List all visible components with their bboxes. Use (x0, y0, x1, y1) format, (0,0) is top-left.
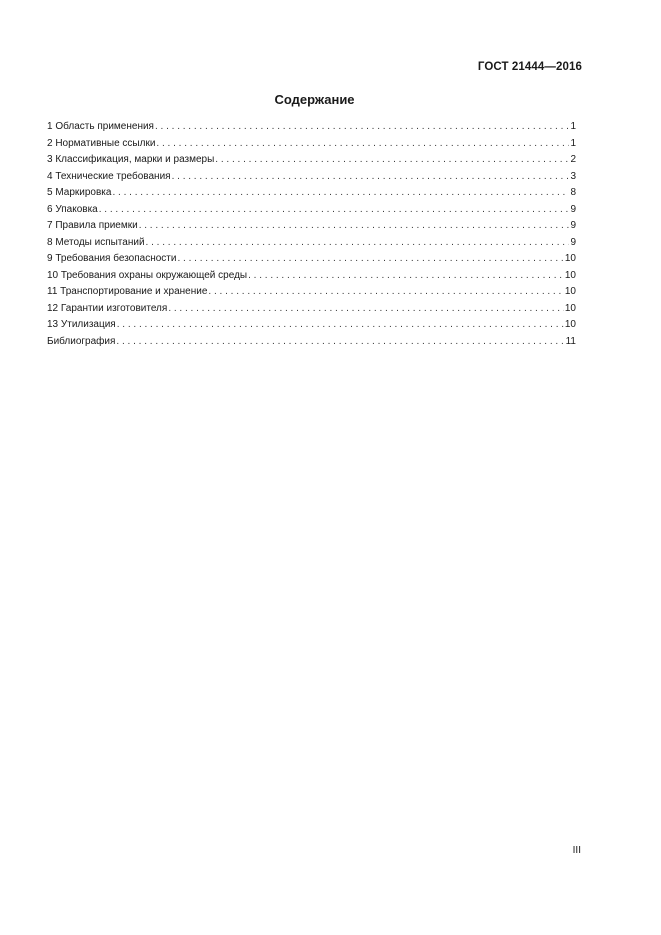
toc-title: Содержание (274, 92, 355, 107)
toc-entry-page: 8 (570, 187, 576, 198)
toc-leader-dots (177, 251, 563, 268)
toc-entry[interactable] (47, 136, 576, 153)
toc-entry-label: 3 Классификация, марки и размеры (47, 154, 215, 165)
toc-entry-label: 13 Утилизация (47, 319, 116, 330)
toc-leader-dots (99, 202, 570, 219)
toc-entry[interactable] (47, 218, 576, 235)
toc-leader-dots (116, 334, 564, 351)
toc-leader-dots (215, 152, 569, 169)
toc-entry-label: 11 Транспортирование и хранение (47, 286, 208, 297)
toc-leader-dots (248, 268, 564, 285)
toc-leader-dots (146, 235, 570, 252)
toc-entry-label: 7 Правила приемки (47, 220, 138, 231)
toc-entry-page: 10 (564, 253, 576, 264)
toc-entry-page: 9 (570, 236, 576, 248)
toc-entry[interactable] (47, 251, 576, 268)
toc-entry-page: 9 (570, 203, 576, 215)
toc-entry[interactable] (47, 334, 576, 351)
toc-entry-label: Библиография (47, 335, 116, 347)
toc-entry-page: 1 (570, 121, 576, 132)
toc-entry-page: 2 (570, 154, 576, 165)
toc-entry-label: 9 Требования безопасности (47, 253, 177, 264)
toc-entry-label: 2 Нормативные ссылки (47, 137, 156, 149)
toc-entry[interactable] (47, 301, 576, 318)
toc-entry-page: 1 (570, 137, 576, 149)
toc-leader-dots (117, 317, 564, 334)
page-number: III (572, 845, 581, 856)
toc-entry-label: 1 Область применения (47, 121, 154, 132)
toc-entry-page: 10 (564, 319, 576, 330)
toc-entry-page: 10 (564, 269, 576, 281)
toc-leader-dots (172, 169, 570, 186)
toc-entry[interactable] (47, 317, 576, 334)
toc-entry[interactable] (47, 202, 576, 219)
toc-entry[interactable] (47, 284, 576, 301)
toc-leader-dots (112, 185, 569, 202)
toc-entry[interactable] (47, 235, 576, 252)
toc-entry-page: 10 (564, 302, 576, 314)
toc-entry-page: 11 (565, 335, 576, 347)
toc-leader-dots (156, 136, 569, 153)
toc-leader-dots (168, 301, 564, 318)
toc-entry-label: 8 Методы испытаний (47, 236, 145, 248)
toc-entry-label: 12 Гарантии изготовителя (47, 302, 168, 314)
table-of-contents (47, 119, 576, 350)
toc-entry-label: 5 Маркировка (47, 187, 112, 198)
toc-entry[interactable] (47, 119, 576, 136)
toc-entry-page: 9 (570, 220, 576, 231)
toc-entry[interactable] (47, 169, 576, 186)
toc-entry-label: 10 Требования охраны окружающей среды (47, 269, 248, 281)
toc-entry-page: 3 (570, 170, 576, 182)
toc-leader-dots (208, 284, 563, 301)
document-code: ГОСТ 21444—2016 (477, 61, 582, 73)
toc-entry-page: 10 (564, 286, 576, 297)
toc-entry-label: 4 Технические требования (47, 170, 171, 182)
toc-leader-dots (139, 218, 570, 235)
toc-entry-label: 6 Упаковка (47, 203, 98, 215)
toc-entry[interactable] (47, 152, 576, 169)
toc-leader-dots (155, 119, 569, 136)
toc-entry[interactable] (47, 185, 576, 202)
toc-entry[interactable] (47, 268, 576, 285)
